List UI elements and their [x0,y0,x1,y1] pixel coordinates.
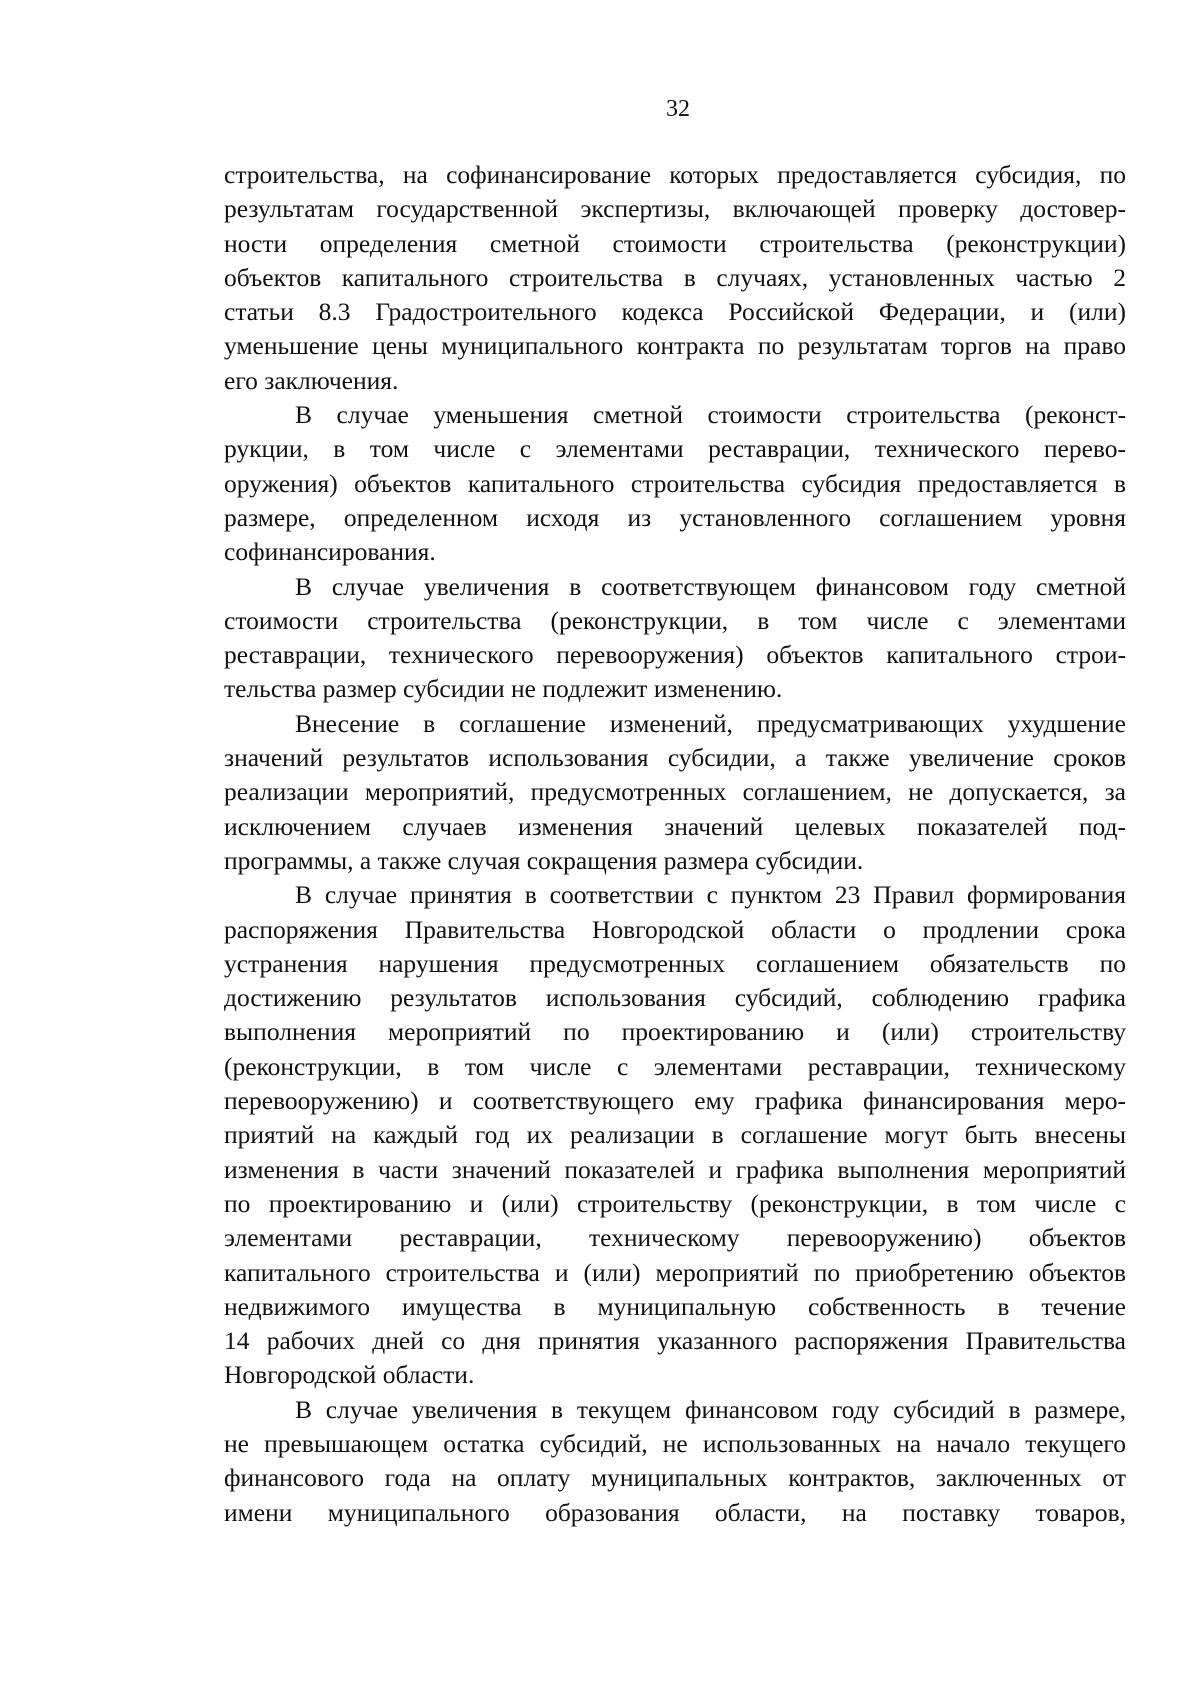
text-line: размере, определенном исходя из установленного соглашением уровня [224,502,1126,532]
text-line: по проектированию и (или) строительству (реконструкции, в том числе с [224,1188,1126,1218]
text-line: строительства, на софинансирование которых предоставляется субсидия, по [224,160,1126,189]
text-line: распоряжения Правительства Новгородской области о продлении срока [224,914,1126,944]
text-line: стоимости строительства (реконструкции, в том числе с элементами [224,605,1126,635]
text-line: объектов капитального строительства в случаях, установленных частью 2 [224,262,1126,292]
text-line: элементами реставрации, техническому перевооружению) объектов [224,1223,1126,1253]
text-line: значений результатов использования субсидии, а также увеличение сроков [224,743,1126,773]
text-line: капитального строительства и (или) мероприятий по приобретению объектов [224,1257,1126,1287]
text-line: оружения) объектов капитального строительства субсидия предоставляется в [224,468,1126,498]
text-line: 14 рабочих дней со дня принятия указанного распоряжения Правительства [224,1326,1126,1356]
text-line: имени муниципального образования области, на поставку товаров, [224,1497,1126,1527]
paragraph [224,158,1126,398]
text-line: (реконструкции, в том числе с элементами реставрации, техническому [224,1051,1126,1081]
page-number: 32 [666,96,690,122]
text-line: изменения в части значений показателей и графика выполнения мероприятий [224,1154,1126,1184]
text-line: статьи 8.3 Градостроительного кодекса Российской Федерации, и (или) [224,297,1126,327]
text-line: уменьшение цены муниципального контракта по результатам торгов на право [224,331,1126,361]
text-line: В случае принятия в соответствии с пунктом 23 Правил формирования [295,880,1126,910]
text-line: тельства размер субсидии не подлежит изменению. [224,674,783,704]
paragraph [224,707,1126,878]
text-line: не превышающем остатка субсидий, не использованных на начало текущего [224,1428,1126,1458]
text-line: достижению результатов использования субсидий, соблюдению графика [224,983,1126,1013]
text-line: выполнения мероприятий по проектированию и (или) строительству [224,1017,1126,1047]
text-line: недвижимого имущества в муниципальную собственность в течение [224,1291,1126,1321]
text-line: устранения нарушения предусмотренных соглашением обязательств по [224,948,1126,978]
text-line: В случае увеличения в текущем финансовом году субсидий в размере, [295,1394,1126,1424]
text-line: реализации мероприятий, предусмотренных соглашением, не допускается, за [224,777,1126,807]
paragraph [224,1393,1126,1530]
text-line: рукции, в том числе с элементами реставрации, технического перево- [224,434,1126,464]
paragraph [224,570,1126,707]
text-line: Новгородской области. [224,1360,475,1390]
text-line: Внесение в соглашение изменений, предусматривающих ухудшение [295,708,1126,738]
text-line: приятий на каждый год их реализации в соглашение могут быть внесены [224,1120,1126,1150]
text-line: софинансирования. [224,537,436,567]
paragraph [224,878,1126,1392]
text-line: В случае увеличения в соответствующем финансовом году сметной [295,571,1126,601]
text-line: его заключения. [224,365,399,395]
text-line: исключением случаев изменения значений целевых показателей под- [224,811,1126,841]
document-body [224,158,1126,1530]
paragraph [224,398,1126,569]
text-line: перевооружению) и соответствующего ему графика финансирования меро- [224,1086,1126,1116]
text-line: ности определения сметной стоимости строительства (реконструкции) [224,228,1126,258]
text-line: реставрации, технического перевооружения) объектов капитального строи- [224,640,1126,670]
text-line: программы, а также случая сокращения размера субсидии. [224,845,864,875]
text-line: финансового года на оплату муниципальных контрактов, заключенных от [224,1463,1126,1493]
text-line: результатам государственной экспертизы, включающей проверку достовер- [224,194,1126,224]
text-line: В случае уменьшения сметной стоимости строительства (реконст- [295,400,1126,430]
